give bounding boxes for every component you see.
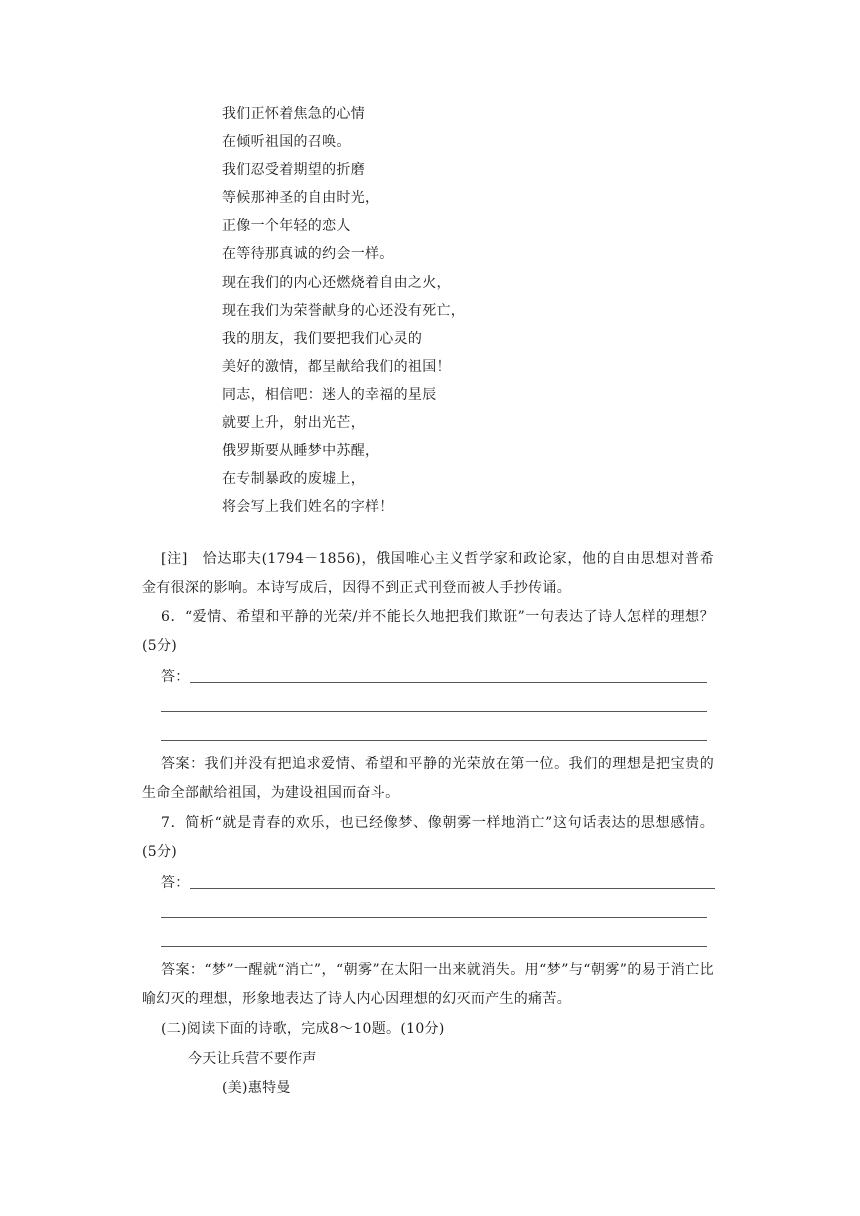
poem-line: 现在我们的内心还燃烧着自由之火， (222, 274, 451, 291)
answer-7-label: 答： (161, 875, 190, 891)
poem-title: 今天让兵营不要作声 (188, 1051, 317, 1067)
answer-6-label: 答： (161, 669, 190, 685)
answer-6 (142, 750, 714, 808)
poem-line: 我们忍受着期望的折磨 (222, 162, 365, 179)
note-text: [注] 恰达耶夫(1794－1856)，俄国唯心主义哲学家和政论家，他的自由思想对普希金有很深的影响。本诗写成后，因得不到正式刊登而被人手抄传诵。 (142, 551, 714, 596)
answer-7 (142, 956, 714, 1014)
poem-author: (美)惠特曼 (222, 1080, 291, 1096)
answer-7-row (161, 872, 189, 892)
poem-line: 美好的激情，都呈献给我们的祖国！ (222, 358, 451, 375)
poem-line: 正像一个年轻的恋人 (222, 218, 351, 235)
poem-line: 就要上升，射出光芒， (222, 415, 365, 432)
question-6 (142, 603, 714, 661)
question-7 (142, 809, 714, 867)
question-6-text: 6．“爱情、希望和平静的光荣/并不能长久地把我们欺诳”一句表达了诗人怎样的理想？(5分) (142, 609, 714, 654)
question-7-text: 7．简析“就是青春的欢乐，也已经像梦、像朝雾一样地消亡”这句话表达的思想感情。(5分) (142, 815, 714, 860)
poem-line: 在倾听祖国的召唤。 (222, 134, 351, 151)
answer-6-line-2 (161, 711, 707, 712)
section-2-heading (142, 1015, 714, 1044)
answer-7-line-2 (161, 917, 707, 918)
poem-line: 将会写上我们姓名的字样！ (222, 499, 394, 516)
section-2-heading-text: (二)阅读下面的诗歌，完成8～10题。(10分) (161, 1021, 445, 1037)
poem-line: 在等待那真诚的约会一样。 (222, 246, 394, 263)
answer-6-row (161, 666, 189, 686)
answer-7-text: 答案：“梦”一醒就“消亡”，“朝雾”在太阳一出来就消失。用“梦”与“朝雾”的易于消亡比喻幻灭的理想，形象地表达了诗人内心因理想的幻灭而产生的痛苦。 (142, 962, 714, 1007)
answer-6-text: 答案：我们并没有把追求爱情、希望和平静的光荣放在第一位。我们的理想是把宝贵的生命全部献给祖国，为建设祖国而奋斗。 (142, 756, 714, 801)
poem-excerpt (222, 104, 465, 525)
answer-6-line-3 (161, 740, 707, 741)
poem-line: 俄罗斯要从睡梦中苏醒， (222, 443, 380, 460)
poem-line: 同志，相信吧：迷人的幸福的星辰 (222, 386, 437, 403)
answer-7-line-1 (190, 888, 715, 889)
poem-line: 我们正怀着焦急的心情 (222, 106, 365, 122)
poem-note (142, 545, 714, 603)
answer-7-line-3 (161, 946, 707, 947)
answer-6-line-1 (190, 682, 707, 683)
poem-line: 我的朋友，我们要把我们心灵的 (222, 330, 423, 347)
poem-line: 现在我们为荣誉献身的心还没有死亡， (222, 302, 466, 319)
poem-line: 在专制暴政的废墟上， (222, 471, 365, 488)
poem-line: 等候那神圣的自由时光， (222, 190, 380, 207)
